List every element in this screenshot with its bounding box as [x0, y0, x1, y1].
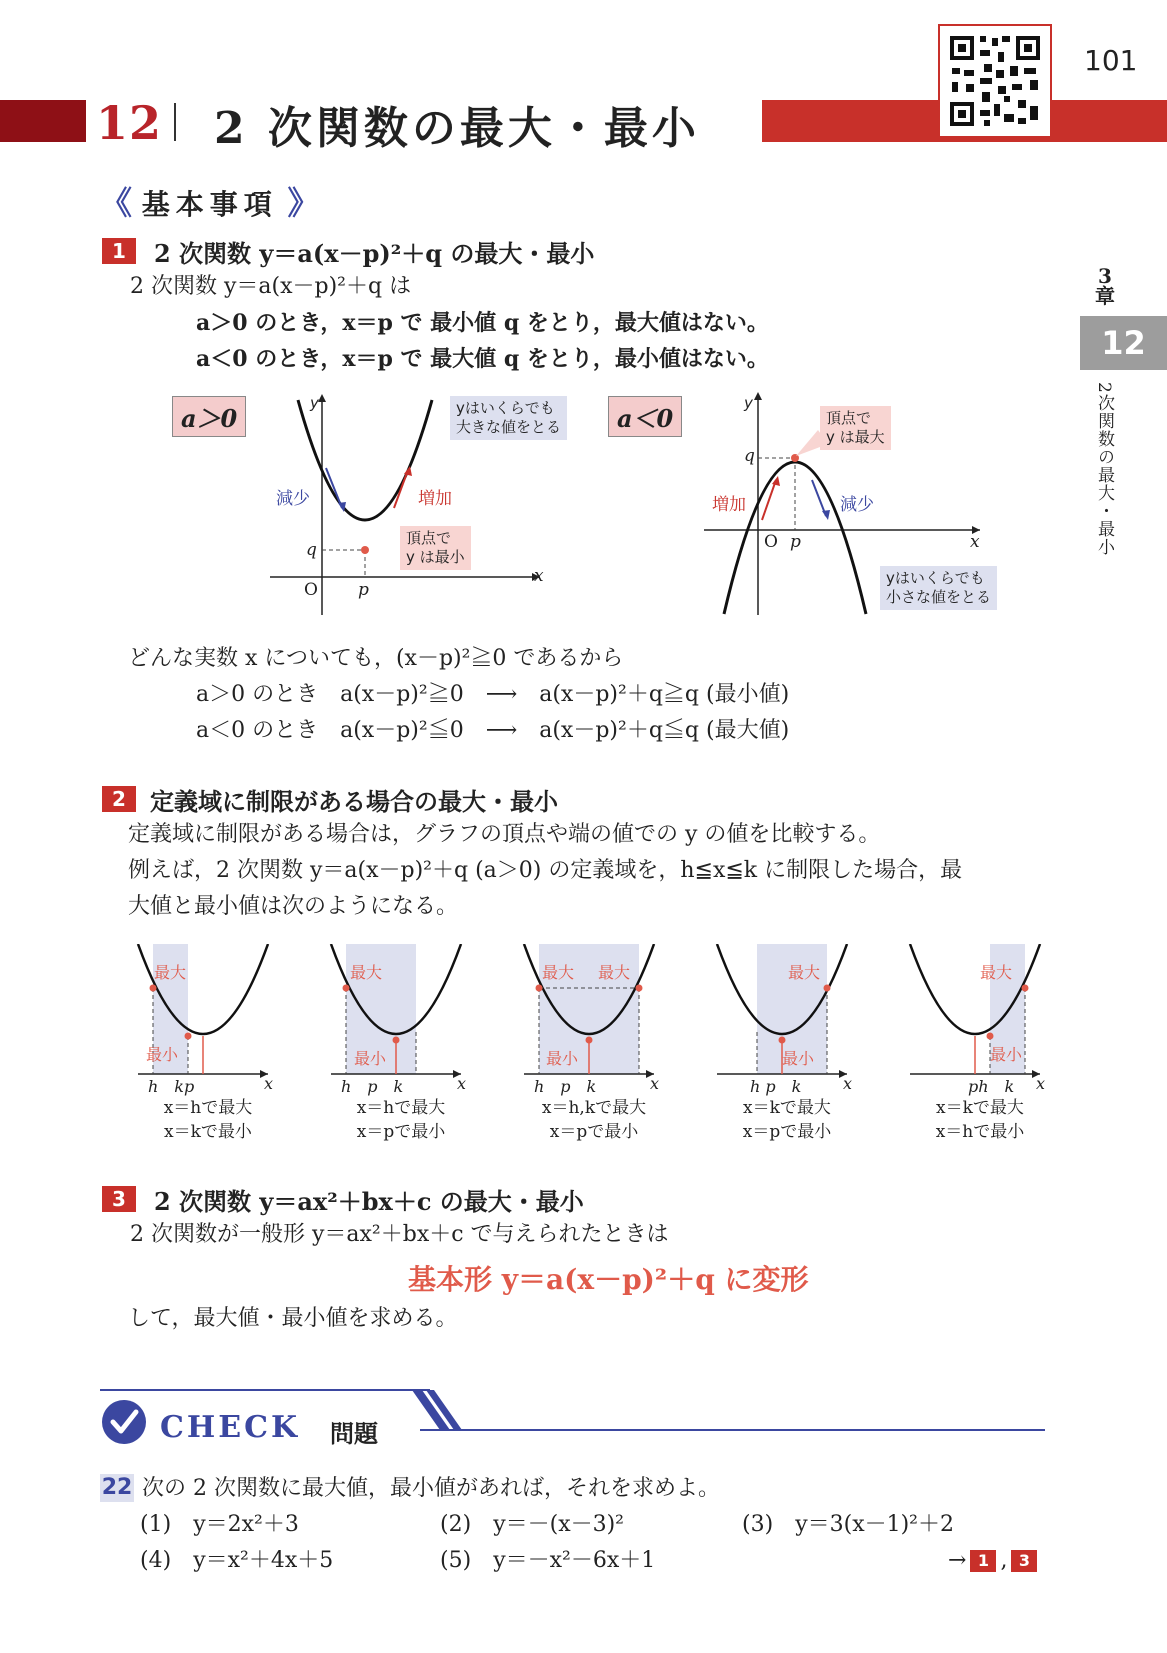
reference-links	[948, 1548, 1037, 1573]
graph-3-ticks: h p k	[534, 1077, 597, 1096]
page-number: 101	[1084, 44, 1138, 77]
restricted-domain-graphs	[128, 944, 1058, 1144]
side-chapter-tab[interactable]: 12	[1080, 316, 1167, 370]
section-header	[100, 178, 320, 224]
graph-3-max-label-left: 最大	[542, 963, 575, 982]
section1-line1: a＞0 のとき，x＝p で 最小値 q をとり，最大値はない。	[196, 310, 769, 336]
graph-4-caption: x＝kで最大 x＝pで最小	[742, 1098, 832, 1142]
question-number: 22	[101, 1475, 133, 1500]
graph-5-caption: x＝kで最大 x＝hで最小	[935, 1098, 1025, 1142]
section2-line1: 定義域に制限がある場合は，グラフの頂点や端の値での y の値を比較する。	[128, 822, 881, 847]
section-header-label: 基本事項	[141, 188, 278, 221]
item-2: (2) y＝－(x－3)²	[440, 1512, 625, 1537]
graph-left-q-label: q	[306, 540, 317, 560]
graph-right-q-label: q	[744, 446, 755, 466]
section2-line2: 例えば，2 次関数 y＝a(x－p)²＋q (a＞0) の定義域を，h≦x≦k に制限した場合，最	[128, 858, 963, 883]
graph-left-note-top: yはいくらでも 大きな値をとる	[450, 396, 567, 440]
ref-badge-3[interactable]: 3	[1011, 1550, 1037, 1572]
section1-reason-a-pos: a＞0 のとき a(x－p)²≧0 ⟶ a(x－p)²＋q≧q (最小値)	[196, 682, 790, 707]
qr-code-icon	[940, 26, 1050, 136]
graph-left-increase: 増加	[418, 489, 452, 509]
graph-2-max-label: 最大	[350, 963, 383, 982]
graph-right-tag: a＜0	[608, 396, 682, 437]
section1-reason-a-neg: a＜0 のとき a(x－p)²≦0 ⟶ a(x－p)²＋q≦q (最大値)	[196, 718, 790, 743]
section2-title: 定義域に制限がある場合の最大・最小	[150, 787, 558, 816]
graph-1-max-label: 最大	[154, 963, 187, 982]
section3-line2: して，最大値・最小値を求める。	[128, 1306, 458, 1331]
section2-line3: 大値と最小値は次のようになる。	[128, 894, 459, 919]
graph-left-tag: a＞0	[172, 396, 246, 437]
section3-badge: 3	[102, 1186, 136, 1212]
graph-right-note-bottom: yはいくらでも 小さな値をとる	[880, 566, 997, 610]
graph-4-max-label: 最大	[788, 963, 821, 982]
graph-left-origin: O	[304, 580, 318, 600]
chapter-bar-left	[0, 100, 86, 142]
graph-left-x-label: x	[534, 566, 544, 586]
ref-separator: ,	[1000, 1548, 1008, 1573]
section1-title: 2 次関数 y＝a(x－p)²＋q の最大・最小	[154, 239, 595, 268]
graph-4-x: x	[843, 1074, 853, 1093]
graph-left-p-label: p	[358, 580, 369, 600]
restricted-domain-graphs-svg	[128, 944, 1058, 1084]
item-3: (3) y＝3(x－1)²＋2	[742, 1512, 955, 1537]
right-double-chevron-icon: 》	[287, 184, 320, 222]
graph-left-decrease: 減少	[276, 489, 310, 509]
graph-5-min-label: 最小	[990, 1045, 1023, 1064]
ref-badge-1[interactable]: 1	[970, 1550, 996, 1572]
graph-1-caption: x＝hで最大 x＝kで最小	[163, 1098, 253, 1142]
qr-code[interactable]	[938, 24, 1052, 138]
chapter-separator	[174, 103, 176, 141]
graph-right-decrease: 減少	[840, 495, 874, 515]
graph-3-x: x	[650, 1074, 660, 1093]
graph-4-min-label: 最小	[782, 1049, 815, 1068]
left-double-chevron-icon: 《	[100, 184, 133, 222]
chapter-title: 2 次関数の最大・最小	[214, 103, 700, 154]
graph-left-vertex-note: 頂点で y は最小	[400, 526, 471, 570]
side-chapter-label: 3 章	[1095, 264, 1115, 308]
check-mondai: 問題	[330, 1419, 378, 1448]
section2-badge: 2	[102, 786, 136, 812]
chapter-number: 12	[96, 96, 163, 150]
graph-2-ticks: h p k	[341, 1077, 404, 1096]
graph-5-max-label: 最大	[980, 963, 1013, 982]
graph-3-max-label-right: 最大	[598, 963, 631, 982]
graph-2-x: x	[457, 1074, 467, 1093]
graph-right-increase: 増加	[712, 495, 746, 515]
section3-title: 2 次関数 y＝ax²＋bx＋c の最大・最小	[154, 1187, 584, 1216]
graph-3-caption: x＝h,kで最大 x＝pで最小	[541, 1098, 647, 1142]
item-1: (1) y＝2x²＋3	[140, 1512, 299, 1537]
graph-1-x: x	[264, 1074, 274, 1093]
check-word: CHECK	[160, 1410, 301, 1445]
section1-line2: a＜0 のとき，x＝p で 最大値 q をとり，最小値はない。	[196, 346, 769, 372]
section1-reason: どんな実数 x についても，(x－p)²≧0 であるから	[128, 646, 624, 671]
question-text: 次の 2 次関数に最大値，最小値があれば，それを求めよ。	[142, 1476, 720, 1501]
graph-right-y-label: y	[744, 394, 753, 412]
graph-right-p-label: p	[790, 532, 801, 552]
graph-2-caption: x＝hで最大 x＝pで最小	[356, 1098, 446, 1142]
graph-right-origin: O	[764, 532, 778, 552]
graph-5-ticks: ph k	[968, 1077, 1015, 1096]
section1-intro: 2 次関数 y＝a(x－p)²＋q は	[130, 274, 412, 299]
graph-5-x: x	[1036, 1074, 1046, 1093]
graph-right-vertex-note: 頂点で y は最大	[820, 406, 891, 450]
side-vertical-title: 2次関数の最大・最小	[1094, 382, 1114, 556]
item-4: (4) y＝x²＋4x＋5	[140, 1548, 334, 1573]
section3-highlight: 基本形 y＝a(x－p)²＋q に変形	[408, 1263, 809, 1296]
graph-left-y-label: y	[310, 394, 319, 412]
section1-badge: 1	[102, 238, 136, 264]
graph-4-ticks: h p k	[750, 1077, 802, 1096]
graph-1-min-label: 最小	[146, 1045, 179, 1064]
section3-line1: 2 次関数が一般形 y＝ax²＋bx＋c で与えられたときは	[130, 1222, 669, 1247]
graph-right-x-label: x	[970, 532, 980, 552]
graph-3-min-label: 最小	[546, 1049, 579, 1068]
graph-2-min-label: 最小	[354, 1049, 387, 1068]
graph-1-ticks: h kp	[148, 1077, 195, 1096]
arrow-right-icon: →	[948, 1548, 967, 1573]
item-5: (5) y＝－x²－6x＋1	[440, 1548, 656, 1573]
